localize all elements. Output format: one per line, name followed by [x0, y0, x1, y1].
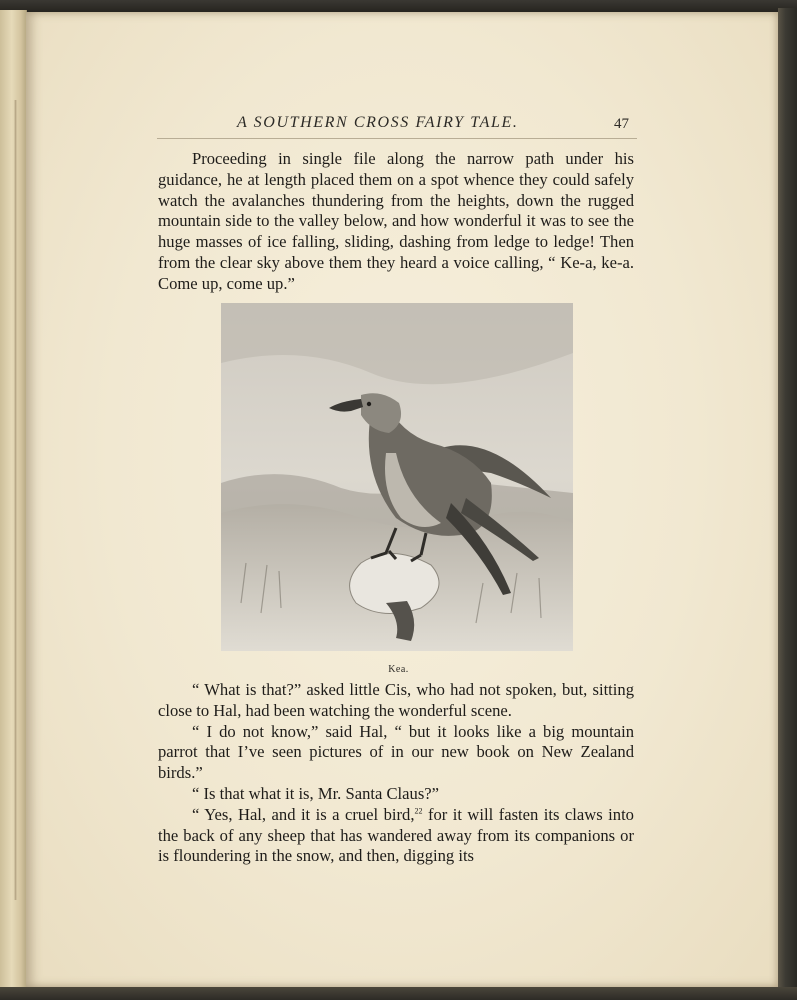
figure-caption: Kea.: [388, 664, 409, 675]
kea-drawing: [221, 303, 573, 651]
facing-page-edge: [0, 10, 27, 995]
paragraph: “ Is that what it is, Mr. Santa Claus?”: [192, 783, 440, 803]
kea-illustration: [221, 303, 573, 651]
body-text-bottom: [158, 680, 634, 867]
scan-top-edge: [0, 0, 797, 12]
book-cover-edge: [778, 8, 797, 996]
page-number: 47: [614, 116, 629, 132]
page-header: [157, 114, 637, 139]
paragraph-text: “ Yes, Hal, and it is a cruel bird,: [192, 804, 415, 824]
page-crease: [14, 100, 17, 900]
footnote-marker: 22: [414, 806, 423, 816]
paragraph: [158, 805, 634, 867]
paragraph: Proceeding in single file along the narrow path under his guidance, he at length placed them on a spot whence they could safely watch the avalanches thundering from the heights, down the rugged mountain side to the valley below, and how wonderful it was to see the huge masses of ice falling, sliding, dashing from ledge to ledge! Then from the clear sky above them they heard a voice calling, “ Ke-a, ke-a. Come up, come up.”: [158, 149, 634, 293]
body-text-top: [158, 149, 634, 295]
paragraph-text: for it will fasten its claws into the back of any sheep that has wandered away from its companions or is floundering in the snow, and then, digging its: [158, 804, 634, 866]
paragraph: “ What is that?” asked little Cis, who had not spoken, but, sitting close to Hal, had been watching the wonderful scene.: [158, 680, 634, 720]
book-bottom-edge: [0, 987, 797, 1000]
paragraph: “ I do not know,” said Hal, “ but it looks like a big mountain parrot that I’ve seen pictures of in our new book on New Zealand birds.”: [158, 721, 634, 783]
running-title: A SOUTHERN CROSS FAIRY TALE.: [237, 114, 519, 131]
